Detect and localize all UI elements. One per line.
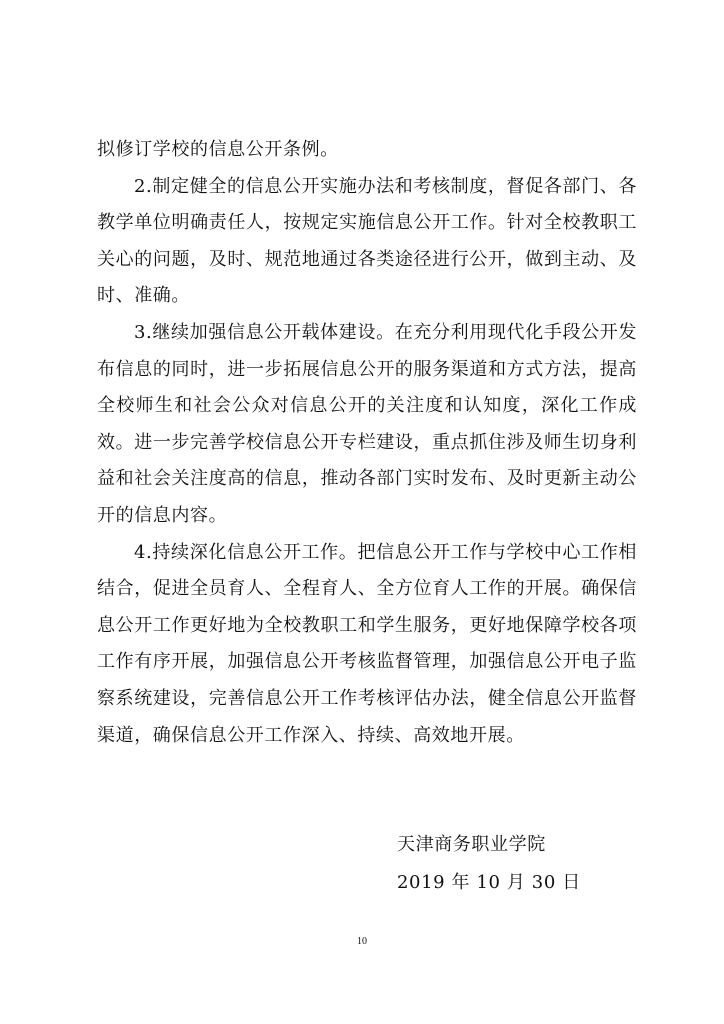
signature-date: 2019 年 10 月 30 日 (397, 872, 581, 893)
document-body (97, 132, 637, 754)
paragraph-continuation: 拟修订学校的信息公开条例。 (97, 139, 339, 160)
paragraph-item-4: 4.持续深化信息公开工作。把信息公开工作与学校中心工作相结合，促进全员育人、全程育人、全方位育人工作的开展。确保信息公开工作更好地为全校教职工和学生服务，更好地保障学校各项工作有序开展，加强信息公开考核监督管理，加强信息公开电子监察系统建设，完善信息公开工作考核评估办法，健全信息公开监督渠道，确保信息公开工作深入、持续、高效地开展。 (97, 541, 637, 746)
signature-organization: 天津商务职业学院 (397, 834, 546, 855)
page-number: 10 (357, 936, 367, 947)
paragraph-item-2: 2.制定健全的信息公开实施办法和考核制度，督促各部门、各教学单位明确责任人，按规定实施信息公开工作。针对全校教职工关心的问题，及时、规范地通过各类途径进行公开，做到主动、及时、准确。 (97, 175, 637, 307)
paragraph-item-3: 3.继续加强信息公开载体建设。在充分利用现代化手段公开发布信息的同时，进一步拓展信息公开的服务渠道和方式方法，提高全校师生和社会公众对信息公开的关注度和认知度，深化工作成效。进一步完善学校信息公开专栏建设，重点抓住涉及师生切身利益和社会关注度高的信息，推动各部门实时发布、及时更新主动公开的信息内容。 (97, 321, 637, 526)
